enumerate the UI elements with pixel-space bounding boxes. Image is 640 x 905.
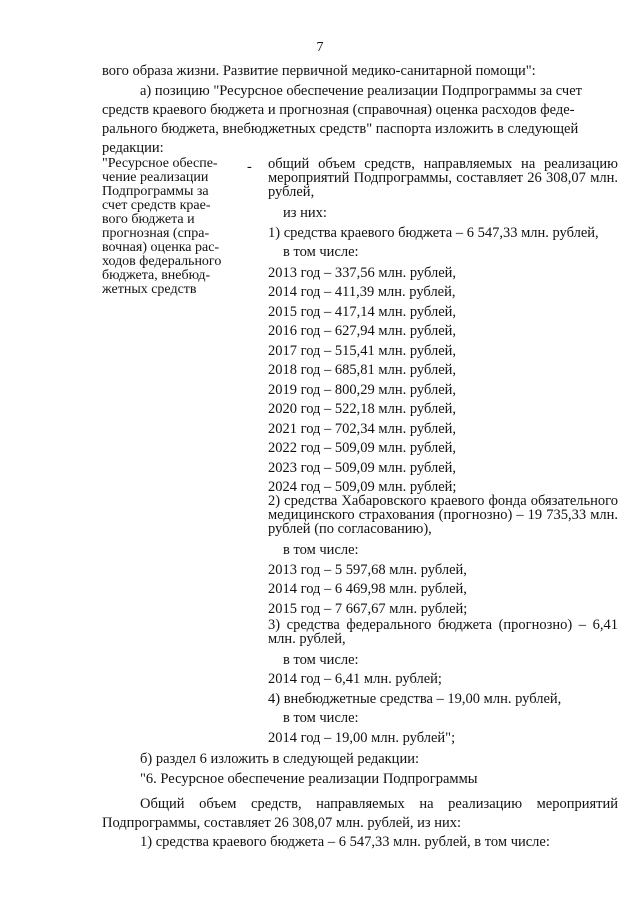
year-line: 2015 год – 417,14 млн. рублей, <box>268 304 457 320</box>
item-b-line: б) раздел 6 изложить в следующей редакции: <box>140 751 419 767</box>
regional-budget-line: 1) средства краевого бюджета – 6 547,33 млн. рублей, <box>268 225 599 241</box>
body-para-line-2: Подпрограммы, составляет 26 308,07 млн. рублей, из них: <box>102 815 462 831</box>
left-col-line: вочная) оценка рас- <box>102 240 220 255</box>
left-col-line: прогнозная (спра- <box>102 226 210 241</box>
intro-line: вого образа жизни. Развитие первичной медико-санитарной помощи": <box>102 63 536 79</box>
year-line: 2013 год – 5 597,68 млн. рублей, <box>268 562 467 578</box>
year-line: 2014 год – 411,39 млн. рублей, <box>268 284 456 300</box>
including-label: в том числе: <box>283 244 359 260</box>
year-line: 2023 год – 509,09 млн. рублей, <box>268 460 457 476</box>
year-line: 2015 год – 7 667,67 млн. рублей; <box>268 601 468 617</box>
federal-budget-text: 3) средства федерального бюджета (прогнозно) – 6,41 млн. рублей, <box>268 617 618 647</box>
including-label: в том числе: <box>283 542 359 558</box>
year-line: 2020 год – 522,18 млн. рублей, <box>268 401 457 417</box>
separator-dash: - <box>247 159 252 175</box>
oms-fund-text: 2) средства Хабаровского краевого фонда обязательного медицинского страхования (прогнозно) – 19 735,33 млн. рублей (по согласованию), <box>268 493 618 537</box>
left-col-line: Подпрограммы за <box>102 184 209 199</box>
year-line: 2022 год – 509,09 млн. рублей, <box>268 440 457 456</box>
left-col-line: жетных средств <box>102 282 197 297</box>
year-line: 2014 год – 6,41 млн. рублей; <box>268 671 442 687</box>
including-label: в том числе: <box>283 710 359 726</box>
year-line: 2014 год – 6 469,98 млн. рублей, <box>268 581 467 597</box>
of-them-label: из них: <box>283 205 327 221</box>
item-a-line-2: средств краевого бюджета и прогнозная (справочная) оценка расходов феде- <box>102 102 575 118</box>
year-line: 2016 год – 627,94 млн. рублей, <box>268 323 457 339</box>
year-line: 2017 год – 515,41 млн. рублей, <box>268 343 457 359</box>
year-line: 2021 год – 702,34 млн. рублей, <box>268 421 457 437</box>
year-line: 2014 год – 19,00 млн. рублей"; <box>268 730 456 746</box>
extrabudget-line: 4) внебюджетные средства – 19,00 млн. рублей, <box>268 691 562 707</box>
year-line: 2018 год – 685,81 млн. рублей, <box>268 362 457 378</box>
left-col-line: чение реализации <box>102 170 209 185</box>
year-line: 2024 год – 509,09 млн. рублей; <box>268 479 457 495</box>
left-col-line: счет средств крае- <box>102 198 211 213</box>
section-title: "6. Ресурсное обеспечение реализации Подпрограммы <box>140 771 478 787</box>
left-col-line: вого бюджета и <box>102 212 195 227</box>
passport-position-label <box>102 157 250 297</box>
left-col-line: "Ресурсное обеспе- <box>102 156 218 171</box>
year-line: 2013 год – 337,56 млн. рублей, <box>268 265 457 281</box>
left-col-line: ходов федерального <box>102 254 222 269</box>
year-line: 2019 год – 800,29 млн. рублей, <box>268 382 457 398</box>
page-number: 7 <box>316 40 324 55</box>
including-label: в том числе: <box>283 652 359 668</box>
body-para-line-1: Общий объем средств, направляемых на реализацию мероприятий <box>140 796 618 812</box>
item-a-line-4: редакции: <box>102 140 164 156</box>
item-a-line-1: а) позицию "Ресурсное обеспечение реализации Подпрограммы за счет <box>140 83 582 99</box>
item-a-line-3: рального бюджета, внебюджетных средств" паспорта изложить в следующей <box>102 121 579 137</box>
left-col-line: бюджета, внебюд- <box>102 268 211 283</box>
body-para-line-3: 1) средства краевого бюджета – 6 547,33 млн. рублей, в том числе: <box>140 834 550 850</box>
total-volume-text: общий объем средств, направляемых на реализацию мероприятий Подпрограммы, составляет 26 308,07 млн. рублей, <box>268 156 618 200</box>
